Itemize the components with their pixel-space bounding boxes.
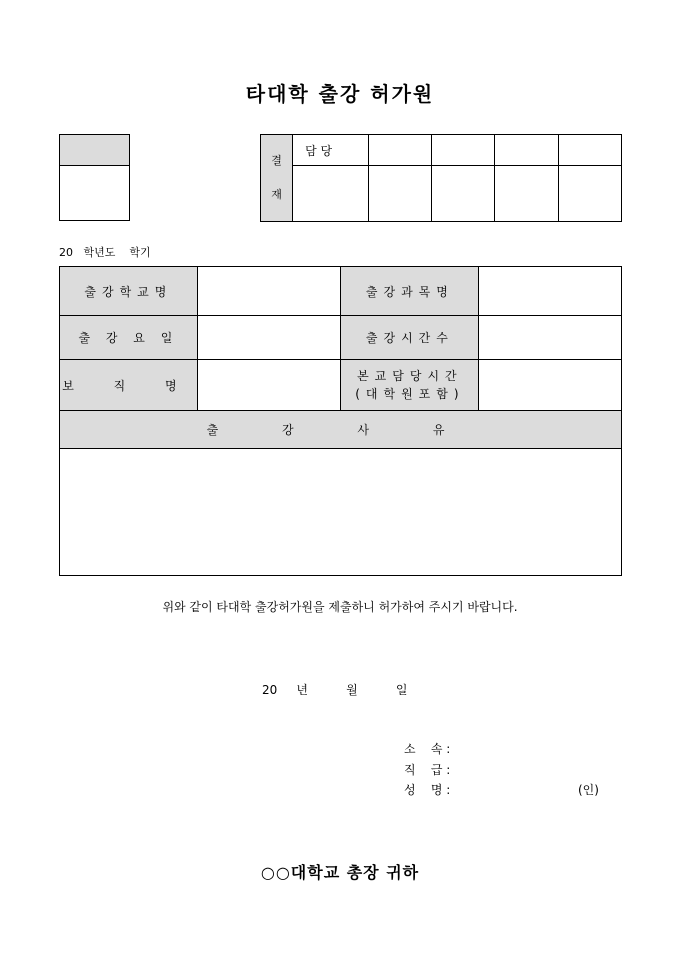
approval-col-3 <box>432 135 495 166</box>
value-home-hours[interactable] <box>479 360 622 411</box>
signature-affiliation: 소 속 : <box>404 742 451 756</box>
label-hours: 출강시간수 <box>341 316 479 360</box>
approval-table <box>260 134 622 222</box>
label-home-hours <box>341 360 479 411</box>
label-course-name: 출강과목명 <box>341 267 479 316</box>
value-course-name[interactable] <box>479 267 622 316</box>
approval-sign-5[interactable] <box>558 166 621 222</box>
academic-year-line: 20 학년도 학기 <box>59 246 151 259</box>
approval-col-2 <box>368 135 431 166</box>
label-weekday: 출 강 요 일 <box>60 316 198 360</box>
photo-box <box>59 134 130 221</box>
signature-rank: 직 급 : <box>404 763 451 777</box>
request-statement: 위와 같이 타대학 출강허가원을 제출하니 허가하여 주시기 바랍니다. <box>162 600 518 614</box>
seal-mark: (인) <box>578 783 599 797</box>
approval-col-manager: 담 당 <box>293 135 369 166</box>
photo-box-body <box>60 166 130 221</box>
photo-box-header <box>60 135 130 166</box>
approval-sign-3[interactable] <box>432 166 495 222</box>
approval-side-label <box>261 135 293 222</box>
main-form-table <box>59 266 622 576</box>
label-home-hours-line1: 본교담당시간 <box>357 369 463 383</box>
approval-sign-4[interactable] <box>495 166 558 222</box>
label-school-name: 출강학교명 <box>60 267 198 316</box>
value-reason[interactable] <box>60 449 622 576</box>
value-weekday[interactable] <box>197 316 341 360</box>
approval-col-5 <box>558 135 621 166</box>
addressee-footer: ○○대학교 총장 귀하 <box>260 863 420 882</box>
date-line: 20 년 월 일 <box>262 683 408 697</box>
label-reason: 출 강 사 유 <box>60 411 622 449</box>
value-school-name[interactable] <box>197 267 341 316</box>
value-position[interactable] <box>197 360 341 411</box>
signature-name: 성 명 : <box>404 783 451 797</box>
document-title: 타대학 출강 허가원 <box>245 82 435 106</box>
approval-sign-1[interactable] <box>293 166 369 222</box>
approval-label-bottom: 재 <box>271 188 282 201</box>
label-home-hours-line2: (대학원포함) <box>355 387 465 401</box>
label-position: 보 직 명 <box>60 360 198 411</box>
approval-sign-2[interactable] <box>368 166 431 222</box>
approval-label-top: 결 <box>271 154 282 167</box>
approval-col-4 <box>495 135 558 166</box>
value-hours[interactable] <box>479 316 622 360</box>
